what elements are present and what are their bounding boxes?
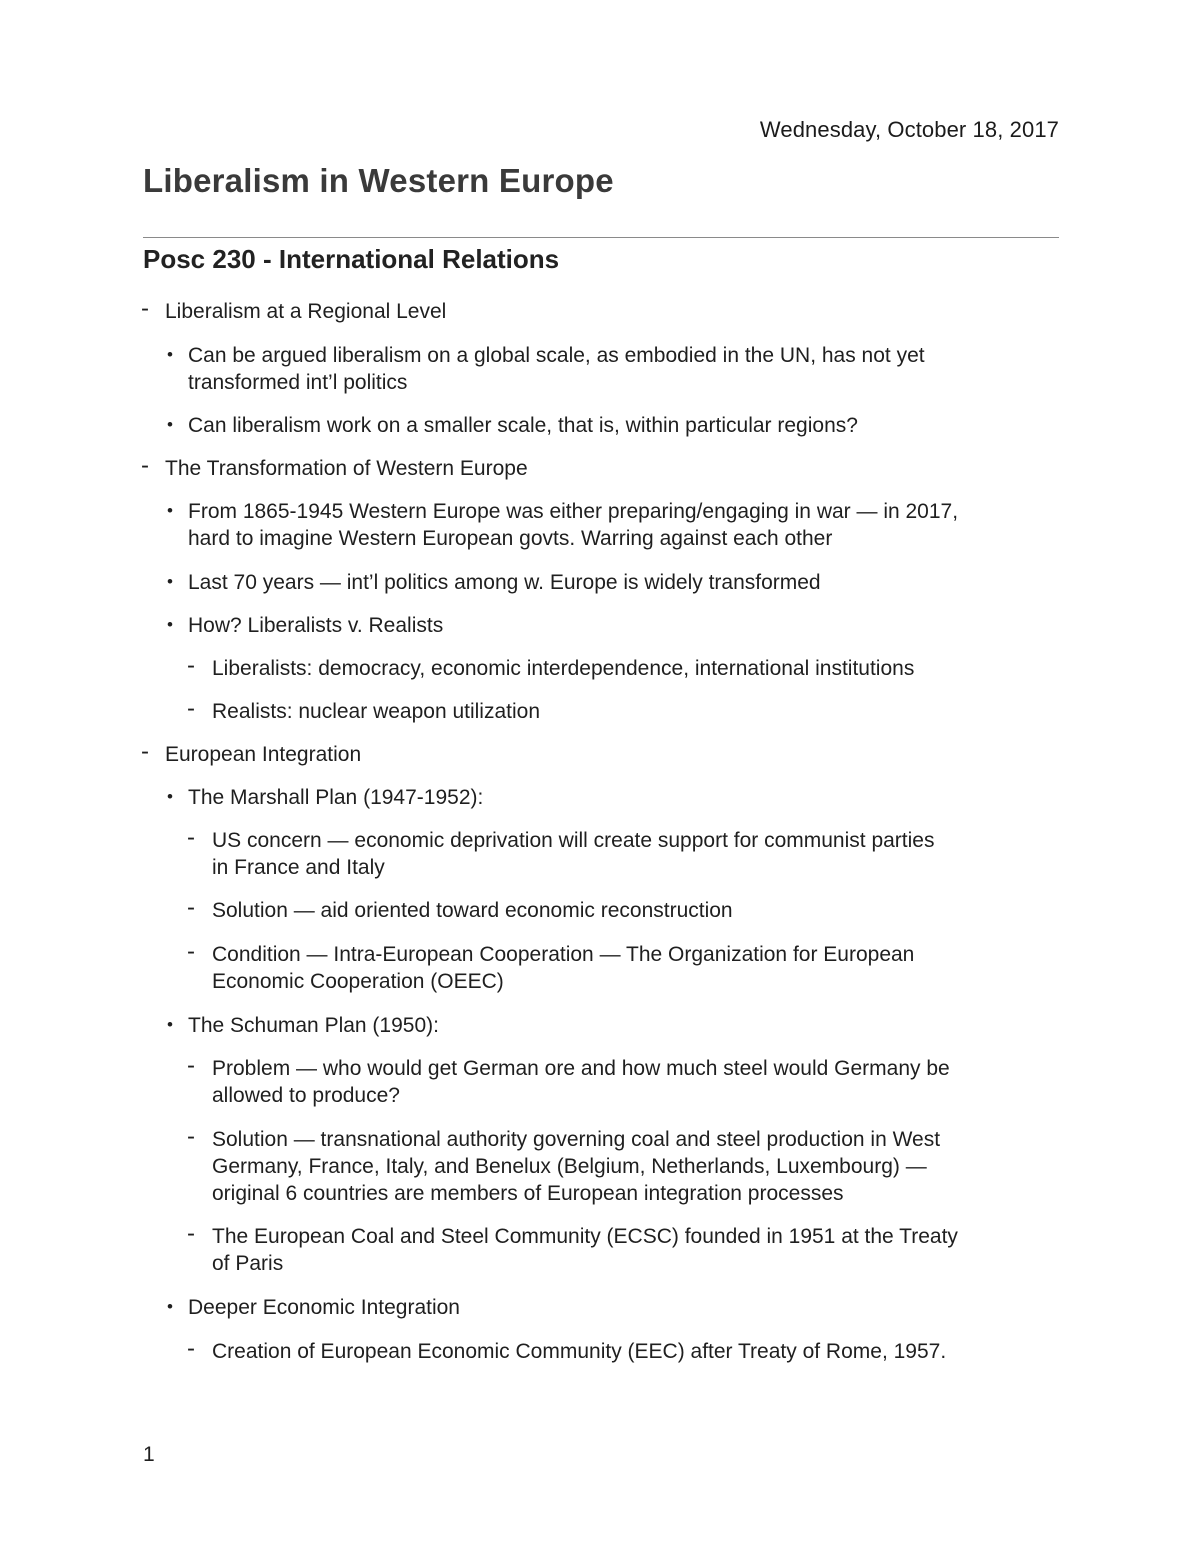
outline-item-level-2: How? Liberalists v. Realists (188, 614, 444, 637)
outline-item-level-3: Creation of European Economic Community (EEC) after Treaty of Rome, 1957. (212, 1340, 947, 1363)
outline-item-level-2: The Marshall Plan (1947-1952): (188, 786, 484, 809)
outline-item-level-1: Liberalism at a Regional Level (165, 300, 447, 323)
dash-marker: - (141, 295, 149, 322)
outline-item-level-3: Liberalists: democracy, economic interdependence, international institutions (212, 657, 915, 680)
dash-marker: - (187, 1220, 195, 1247)
bullet-marker: • (167, 345, 173, 364)
outline-item-level-2: Deeper Economic Integration (188, 1296, 460, 1319)
dash-marker: - (187, 695, 195, 722)
bullet-marker: • (167, 1015, 173, 1034)
outline-item-level-2: transformed int’l politics (188, 371, 408, 394)
outline-item-level-2: From 1865-1945 Western Europe was either preparing/engaging in war — in 2017, (188, 500, 959, 523)
outline-item-level-3: Condition — Intra-European Cooperation — The Organization for European (212, 943, 915, 966)
outline-item-level-3: in France and Italy (212, 856, 385, 879)
dash-marker: - (187, 1123, 195, 1150)
dash-marker: - (187, 894, 195, 921)
bullet-marker: • (167, 615, 173, 634)
page-number: 1 (143, 1443, 155, 1466)
bullet-marker: • (167, 415, 173, 434)
dash-marker: - (141, 738, 149, 765)
dash-marker: - (187, 1335, 195, 1362)
outline-item-level-3: original 6 countries are members of European integration processes (212, 1182, 844, 1205)
dash-marker: - (187, 652, 195, 679)
dash-marker: - (187, 1052, 195, 1079)
bullet-marker: • (167, 787, 173, 806)
outline-item-level-3: Problem — who would get German ore and how much steel would Germany be (212, 1057, 950, 1080)
outline-item-level-3: Economic Cooperation (OEEC) (212, 970, 504, 993)
outline-item-level-2: The Schuman Plan (1950): (188, 1014, 439, 1037)
outline-item-level-2: hard to imagine Western European govts. Warring against each other (188, 527, 833, 550)
outline-item-level-2: Can liberalism work on a smaller scale, that is, within particular regions? (188, 414, 858, 437)
dash-marker: - (141, 452, 149, 479)
course-subtitle: Posc 230 - International Relations (143, 244, 560, 274)
outline-item-level-3: Solution — aid oriented toward economic reconstruction (212, 899, 733, 922)
document-date: Wednesday, October 18, 2017 (759, 117, 1059, 142)
outline-item-level-3: allowed to produce? (212, 1084, 400, 1107)
outline-item-level-3: of Paris (212, 1252, 284, 1275)
bullet-marker: • (167, 1297, 173, 1316)
outline-item-level-3: Realists: nuclear weapon utilization (212, 700, 541, 723)
bullet-marker: • (167, 572, 173, 591)
outline-item-level-2: Last 70 years — int’l politics among w. Europe is widely transformed (188, 571, 821, 594)
dash-marker: - (187, 938, 195, 965)
outline-item-level-1: The Transformation of Western Europe (165, 457, 528, 480)
outline-item-level-3: Solution — transnational authority governing coal and steel production in West (212, 1128, 941, 1151)
outline-item-level-3: Germany, France, Italy, and Benelux (Belgium, Netherlands, Luxembourg) — (212, 1155, 927, 1178)
outline-item-level-3: US concern — economic deprivation will create support for communist parties (212, 829, 935, 852)
bullet-marker: • (167, 501, 173, 520)
outline-item-level-3: The European Coal and Steel Community (ECSC) founded in 1951 at the Treaty (212, 1225, 958, 1248)
outline-item-level-1: European Integration (165, 743, 362, 766)
dash-marker: - (187, 824, 195, 851)
page-title: Liberalism in Western Europe (143, 162, 614, 199)
title-divider (143, 237, 1059, 238)
outline-item-level-2: Can be argued liberalism on a global scale, as embodied in the UN, has not yet (188, 344, 925, 367)
